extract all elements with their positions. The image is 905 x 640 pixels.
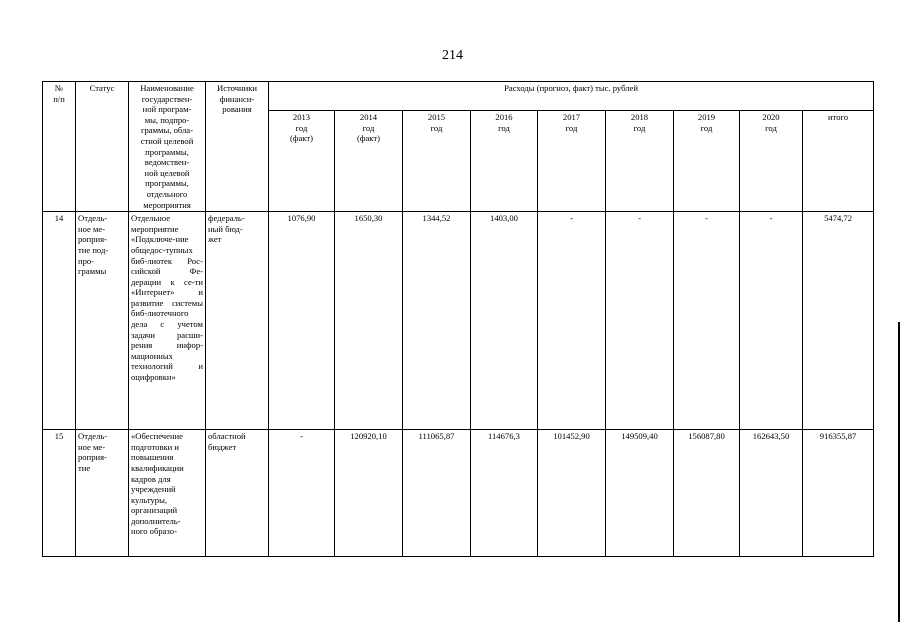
table-row xyxy=(43,430,874,557)
header-year-2020: 2020 год xyxy=(740,111,803,212)
header-year-2019: 2019 год xyxy=(674,111,740,212)
header-total: итого xyxy=(803,111,874,212)
row-value-2020: - xyxy=(740,212,803,430)
row-value-2013: - xyxy=(269,430,335,557)
row-value-2016: 114676,3 xyxy=(471,430,538,557)
header-year-2013: 2013 год (факт) xyxy=(269,111,335,212)
header-row xyxy=(43,82,874,111)
header-name: Наименование государствен- ной програм- мы, подпро- граммы, обла- стной целевой программы, ведомствен- ной целевой программы, отдельного мероприятия xyxy=(129,82,206,212)
row-name: Отдельное мероприятие «Подключе-ние общедос-тупных биб-лиотек Рос-сийской Фе-дерации к се-ти «Интернет» и развитие системы биб-лиотечного дела с учетом задачи расши-рения инфор-мационных технологий и оцифровки» xyxy=(129,212,206,430)
header-num: № п/п xyxy=(43,82,76,212)
row-value-2019: - xyxy=(674,212,740,430)
header-expenses: Расходы (прогноз, факт) тыс. рублей xyxy=(269,82,874,111)
row-source: федераль- ный бюд- жет xyxy=(206,212,269,430)
row-value-2015: 111065,87 xyxy=(403,430,471,557)
header-source: Источники финанси- рования xyxy=(206,82,269,212)
header-status: Статус xyxy=(76,82,129,212)
row-name: «Обеспечение подготовки и повышения квалификации кадров для учреждений культуры, организаций дополнитель- ного образо- xyxy=(131,431,184,537)
table-row xyxy=(43,212,874,430)
row-value-2014: 1650,30 xyxy=(335,212,403,430)
row-value-2016: 1403,00 xyxy=(471,212,538,430)
row-num: 15 xyxy=(43,430,76,557)
row-name-cell xyxy=(129,430,206,557)
header-year-2016: 2016 год xyxy=(471,111,538,212)
row-value-2018: - xyxy=(606,212,674,430)
page-number: 214 xyxy=(442,48,463,63)
row-value-2014: 120920,10 xyxy=(335,430,403,557)
row-num: 14 xyxy=(43,212,76,430)
row-value-total: 916355,87 xyxy=(803,430,874,557)
row-value-2015: 1344,52 xyxy=(403,212,471,430)
header-year-2015: 2015 год xyxy=(403,111,471,212)
header-year-2017: 2017 год xyxy=(538,111,606,212)
row-source: областной бюджет xyxy=(206,430,269,557)
row-value-2019: 156087,80 xyxy=(674,430,740,557)
row-value-2013: 1076,90 xyxy=(269,212,335,430)
scan-edge-line xyxy=(898,322,900,622)
row-value-2020: 162643,50 xyxy=(740,430,803,557)
row-value-2018: 149509,40 xyxy=(606,430,674,557)
row-value-2017: 101452,90 xyxy=(538,430,606,557)
row-status: Отдель- ное ме- роприя- тие под- про- граммы xyxy=(76,212,129,430)
row-value-2017: - xyxy=(538,212,606,430)
header-year-2018: 2018 год xyxy=(606,111,674,212)
budget-table xyxy=(42,81,874,557)
row-value-total: 5474,72 xyxy=(803,212,874,430)
row-status: Отдель- ное ме- роприя- тие xyxy=(76,430,129,557)
header-year-2014: 2014 год (факт) xyxy=(335,111,403,212)
